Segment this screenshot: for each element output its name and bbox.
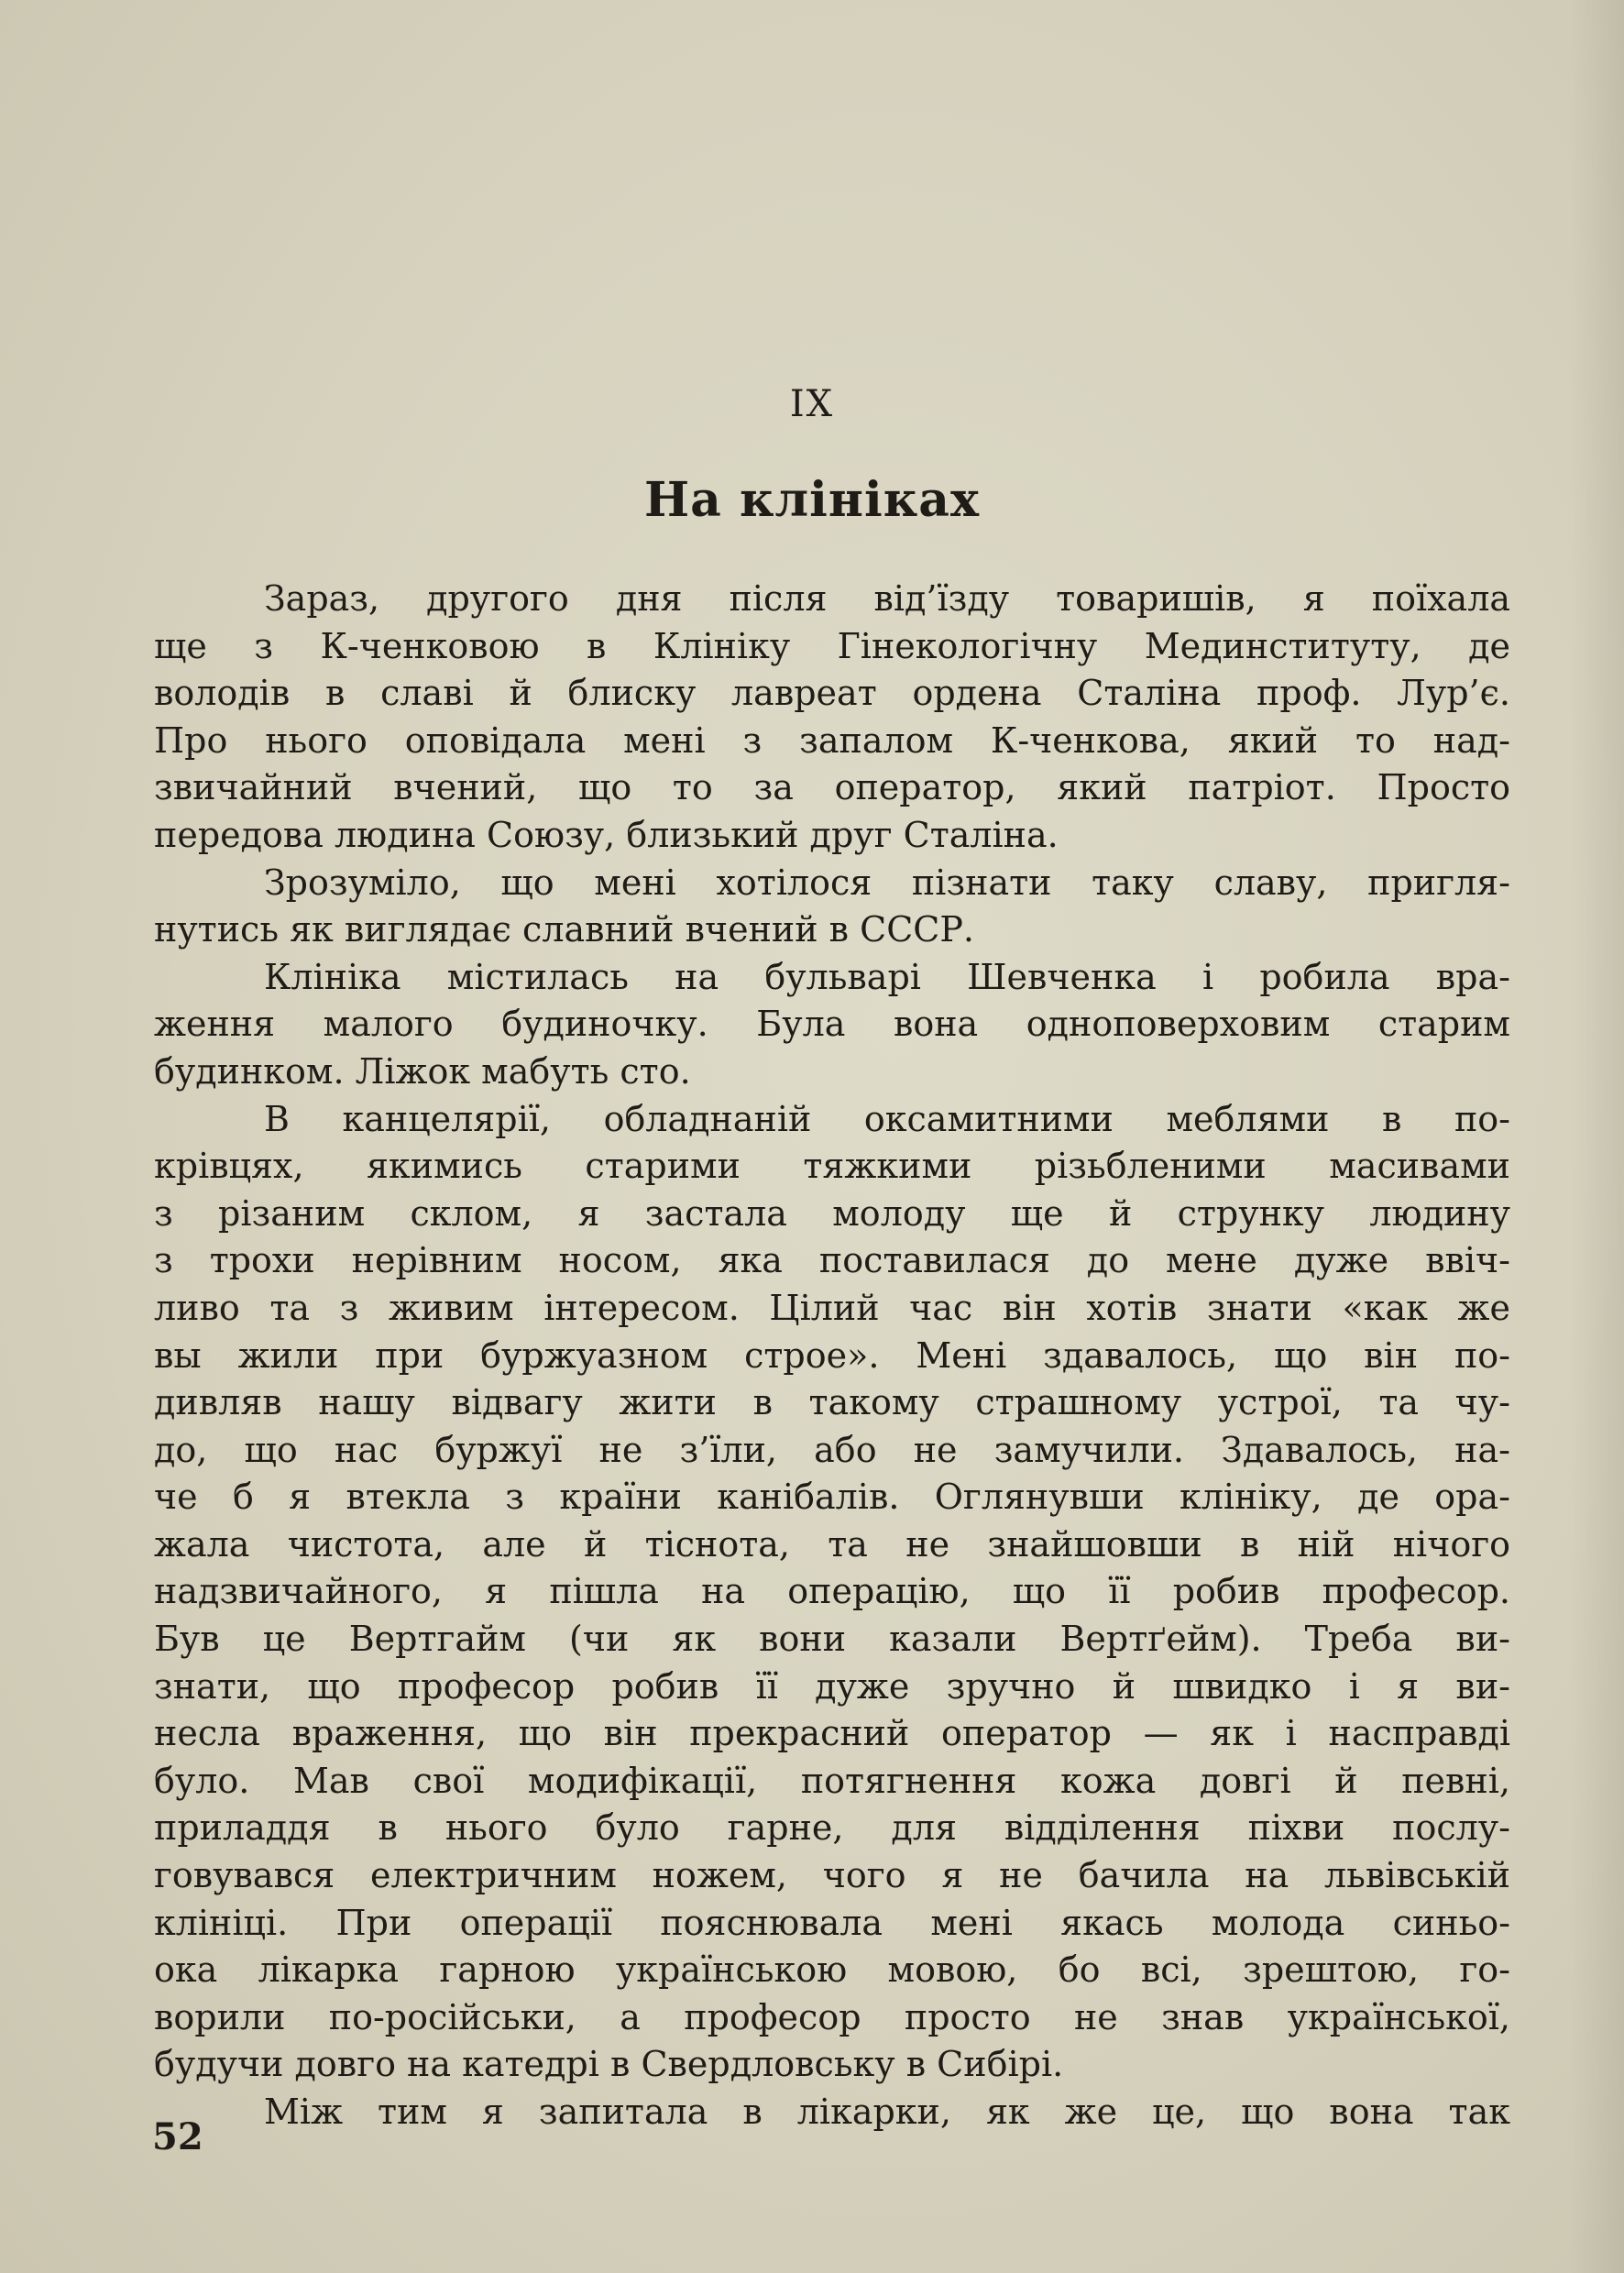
- text-line: вы жили при буржуазном строе». Мені здавалось, що він по-: [154, 1334, 1510, 1376]
- text-line: Між тим я запитала в лікарки, як же це, що вона так: [264, 2092, 1510, 2132]
- text-line: ока лікарка гарною українською мовою, бо всі, зрештою, го-: [154, 1949, 1510, 1991]
- body-text: [154, 576, 1510, 2136]
- text-line: Зараз, другого дня після від’їзду товаришів, я поїхала: [264, 578, 1510, 619]
- text-line: ще з К-ченковою в Клініку Гінекологічну Мединституту, де: [154, 625, 1510, 666]
- text-line: ворили по-російськи, а професор просто не знав української,: [154, 1996, 1510, 2037]
- text-line: ливо та з живим інтересом. Цілий час він хотів знати «как же: [154, 1287, 1510, 1328]
- text-line: знати, що професор робив її дуже зручно й швидко і я ви-: [154, 1665, 1510, 1707]
- text-line: говувався електричним ножем, чого я не бачила на львівській: [154, 1855, 1510, 1896]
- text-line: Клініка містилась на бульварі Шевченка і робила вра-: [264, 956, 1510, 997]
- chapter-title: На клініках: [644, 472, 980, 528]
- text-line: передова людина Союзу, близький друг Сталіна.: [154, 814, 1059, 855]
- page-edge-shadow: [1569, 0, 1624, 2273]
- text-line: Був це Вертгайм (чи як вони казали Вертґейм). Треба ви-: [154, 1619, 1510, 1660]
- text-line: з різаним склом, я застала молоду ще й струнку людину: [154, 1192, 1510, 1234]
- text-line: несла враження, що він прекрасний оператор — як і насправді: [154, 1713, 1510, 1754]
- text-line: В канцелярії, обладнаній оксамитними меблями в по-: [264, 1098, 1510, 1139]
- text-line: з трохи нерівним носом, яка поставилася до мене дуже ввіч-: [154, 1240, 1510, 1281]
- text-line: було. Мав свої модифікації, потягнення кожа довгі й певні,: [154, 1760, 1510, 1801]
- text-line: звичайний вчений, що то за оператор, який патріот. Просто: [154, 767, 1510, 808]
- text-line: будинком. Ліжок мабуть сто.: [154, 1050, 691, 1092]
- text-line: нутись як виглядає славний вчений в СССР.: [154, 909, 974, 950]
- text-line: крівцях, якимись старими тяжкими різьбленими масивами: [154, 1146, 1510, 1187]
- text-line: надзвичайного, я пішла на операцію, що її робив професор.: [154, 1571, 1510, 1612]
- text-line: будучи довго на катедрі в Свердловську в Сибірі.: [154, 2044, 1064, 2085]
- text-line: Про нього оповідала мені з запалом К-ченкова, який то над-: [154, 719, 1510, 761]
- text-line: володів в славі й блиску лавреат ордена Сталіна проф. Лур’є.: [154, 673, 1510, 714]
- chapter-number: IX: [789, 383, 835, 425]
- text-line: Зрозуміло, що мені хотілося пізнати таку славу, пригля-: [264, 862, 1510, 903]
- text-line: дивляв нашу відвагу жити в такому страшному устрої, та чу-: [154, 1382, 1510, 1423]
- text-line: жала чистота, але й тіснота, та не знайшовши в ній нічого: [154, 1523, 1510, 1565]
- text-line: ження малого будиночку. Була вона одноповерховим старим: [154, 1004, 1510, 1045]
- text-line: клініці. При операції пояснювала мені якась молода синьо-: [154, 1902, 1510, 1943]
- page-number: 52: [152, 2115, 203, 2158]
- text-line: че б я втекла з країни канібалів. Оглянувши клініку, де ора-: [154, 1477, 1510, 1518]
- text-line: до, що нас буржуї не з’їли, або не замучили. Здавалось, на-: [154, 1429, 1510, 1470]
- text-line: приладдя в нього було гарне, для відділення піхви послу-: [154, 1807, 1510, 1849]
